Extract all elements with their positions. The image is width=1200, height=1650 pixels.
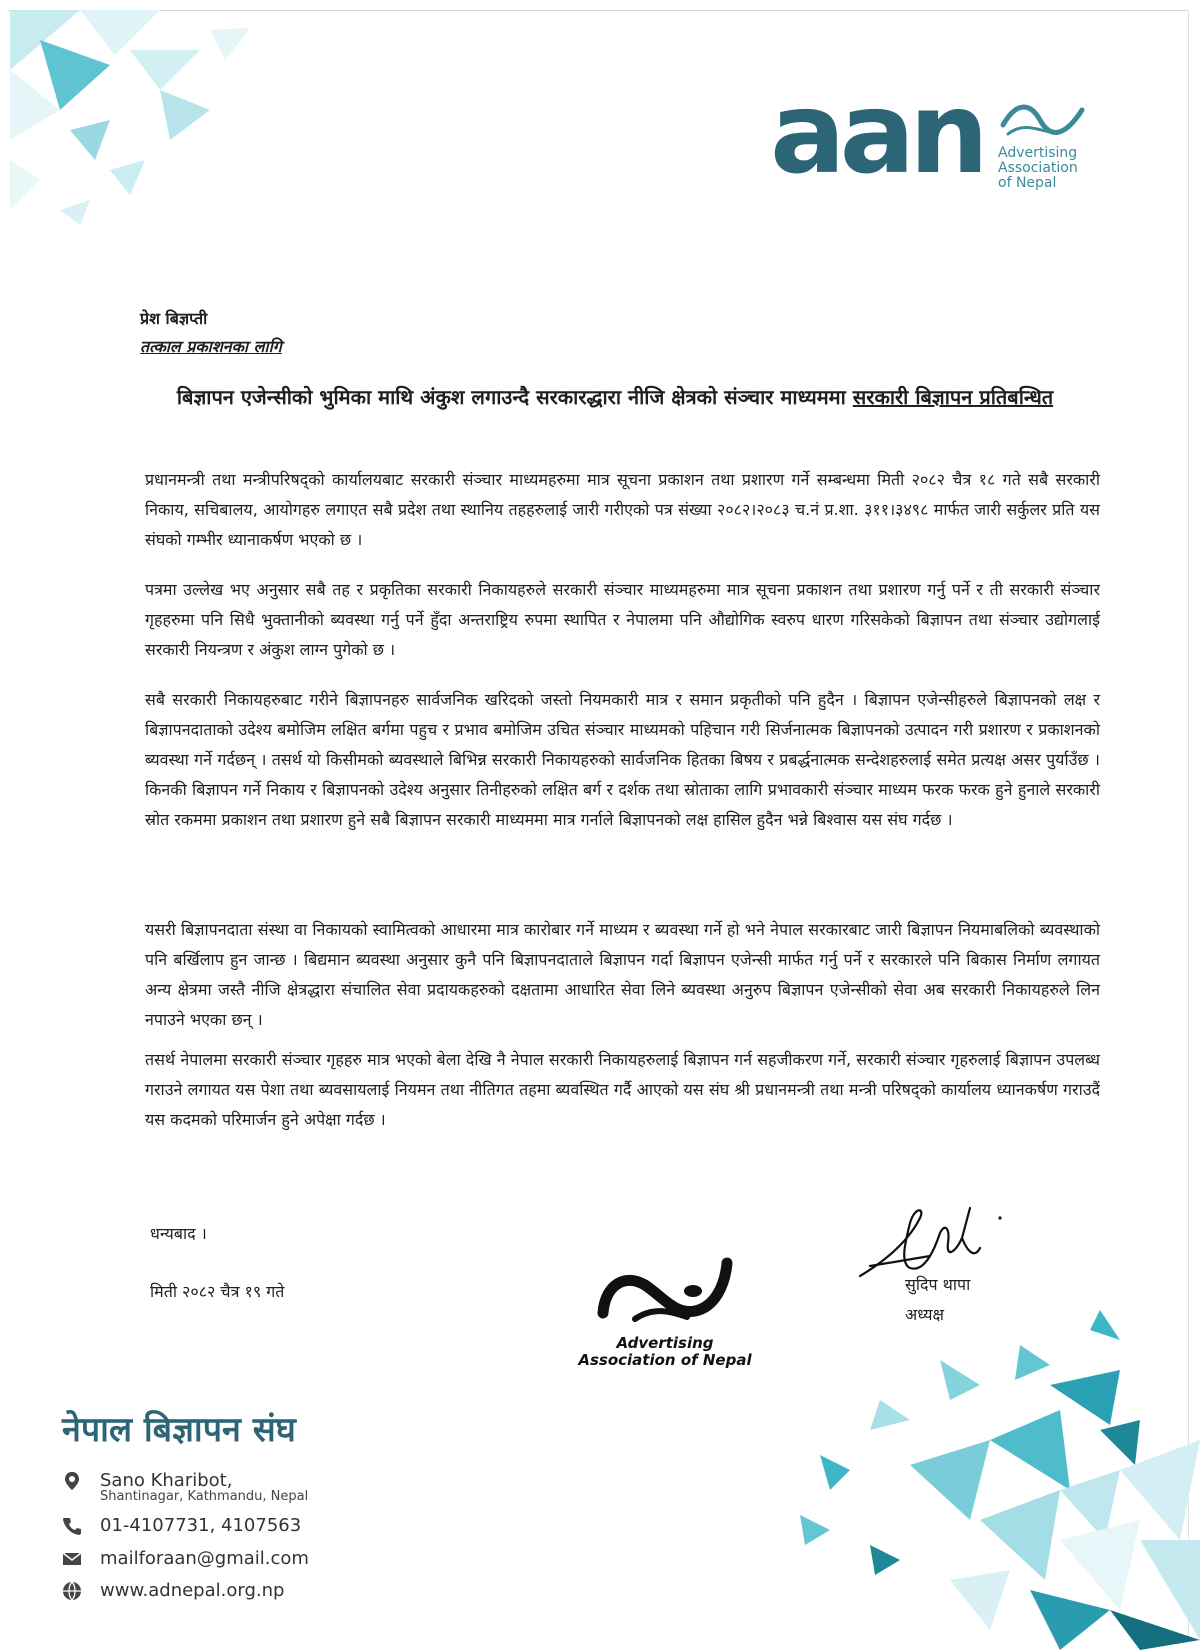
aan-logo — [770, 69, 1100, 199]
closing-thanks: धन्यबाद । — [150, 1224, 207, 1243]
footer-org-name: नेपाल बिज्ञापन संघ — [62, 1410, 296, 1450]
signer-name: सुदिप थापा — [905, 1275, 971, 1294]
email-address: mailforaan@gmail.com — [100, 1548, 309, 1569]
logo-text — [998, 146, 1078, 191]
paragraph-2: पत्रमा उल्लेख भए अनुसार सबै तह र प्रकृतिका सरकारी निकायहरुले सरकारी संञ्चार माध्यमहरुमा मात्र सूचना प्रकाशन तथा प्रशारण गर्नु पर्ने र ती सरकारी संञ्चार गृहहरुमा पनि सिधै भुक्तानीको ब्यवस्था गर्नु पर्ने हुँदा अन्तराष्ट्रिय रुपमा स्थापित र नेपालमा पनि औद्योगिक स्वरुप धारण गरिसकेको बिज्ञापन तथा संञ्चार उद्योगलाई सरकारी नियन्त्रण र अंकुश लाग्न पुगेको छ । — [145, 580, 1100, 659]
mail-icon — [62, 1549, 82, 1569]
seal-line-2: Association of Nepal — [578, 1351, 752, 1369]
footer-address — [62, 1470, 308, 1504]
phone-icon — [62, 1516, 82, 1536]
logo-line-3: of Nepal — [998, 175, 1057, 191]
globe-icon — [62, 1581, 82, 1601]
association-seal — [575, 1255, 755, 1385]
signer-role: अध्यक्ष — [905, 1305, 944, 1324]
seal-line-1: Advertising — [616, 1334, 714, 1352]
press-sublabel: तत्काल प्रकाशनका लागि — [140, 337, 282, 356]
footer-phone — [62, 1515, 301, 1536]
closing-date: मिती २०८२ चैत्र १९ गते — [150, 1282, 285, 1301]
paragraph-3: सबै सरकारी निकायहरुबाट गरीने बिज्ञापनहरु सार्वजनिक खरिदको जस्तो नियमकारी मात्र र समान प्रकृतीको पनि हुदैन । बिज्ञापन एजेन्सीहरुले बिज्ञापनको लक्ष र बिज्ञापनदाताको उदेश्य बमोजिम लक्षित बर्गमा पहुच र प्रभाव बमोजिम उचित संञ्चार माध्यमको पहिचान गरी सिर्जनात्मक बिज्ञापनको उत्पादन गरी प्रशारण र प्रकाशनको ब्यवस्था गर्ने गर्दछन् । तसर्थ यो किसीमको ब्यवस्थाले बिभिन्न सरकारी निकायहरुको सार्वजनिक हितका बिषय र प्रबर्द्धनात्मक सन्देशहरुलाई समेत प्रत्यक्ष असर पुर्याउँछ । किनकी बिज्ञापन गर्ने निकाय र बिज्ञापनको उदेश्य अनुसार तिनीहरुको लक्षित बर्ग र दर्शक तथा स्रोताका लागि प्रभावकारी संञ्चार माध्यम फरक फरक हुने हुनाले सरकारी स्रोत रकममा प्रकाशन तथा प्रशारण हुने सबै बिज्ञापन सरकारी माध्यममा मात्र गर्नाले बिज्ञापनको लक्ष हासिल हुदैन भन्ने बिश्वास यस संघ गर्दछ । — [145, 690, 1100, 829]
location-pin-icon — [62, 1471, 82, 1491]
website-url: www.adnepal.org.np — [100, 1580, 285, 1601]
title-part-2: सरकारी बिज्ञापन प्रतिबन्धित — [852, 385, 1054, 409]
seal-wave-icon — [575, 1255, 755, 1335]
press-heading — [140, 305, 282, 361]
address-line-2: Shantinagar, Kathmandu, Nepal — [100, 1489, 309, 1504]
footer-website — [62, 1580, 284, 1601]
decorative-triangles-bottom-right — [760, 1290, 1200, 1650]
logo-line-2: Association — [998, 160, 1078, 176]
logo-line-1: Advertising — [998, 145, 1078, 161]
phone-number: 01-4107731, 4107563 — [100, 1515, 302, 1536]
logo-wave-icon — [998, 100, 1088, 140]
paragraph-4: यसरी बिज्ञापनदाता संस्था वा निकायको स्वामित्वको आधारमा मात्र कारोबार गर्ने माध्यम र ब्यवस्था गर्ने हो भने नेपाल सरकारबाट जारी बिज्ञापन नियमाबलिको ब्यवस्थाको पनि बर्खिलाप हुन जान्छ । बिद्यमान ब्यवस्था अनुसार कुनै पनि बिज्ञापनदाताले बिज्ञापन गर्दा बिज्ञापन एजेन्सी मार्फत गर्नु पर्ने र सरकारले पनि बिकास निर्माण लगायत अन्य क्षेत्रमा जस्तै नीजि क्षेत्रद्धारा संचालित सेवा प्रदायकहरुको दक्षतामा आधारित सेवा लिने ब्यवस्था अनुरुप बिज्ञापन एजेन्सीको सेवा अब सरकारी निकायहरुले लिन नपाउने भएका छन् । — [145, 920, 1100, 1029]
paragraph-5: तसर्थ नेपालमा सरकारी संञ्चार गृहहरु मात्र भएको बेला देखि नै नेपाल सरकारी निकायहरुलाई बिज्ञापन गर्न सहजीकरण गर्ने, सरकारी संञ्चार गृहरुलाई बिज्ञापन उपलब्ध गराउने लगायत यस पेशा तथा ब्यवसायलाई नियमन तथा नीतिगत तहमा ब्यवस्थित गर्दै आएको यस संघ श्री प्रधानमन्त्री तथा मन्त्री परिषद्को कार्यालय ध्यानकर्षण गराउदैं यस कदमको परिमार्जन हुने अपेक्षा गर्दछ । — [145, 1050, 1100, 1129]
logo-mark: aan — [770, 69, 983, 199]
footer-email — [62, 1548, 309, 1569]
document-title — [150, 378, 1080, 416]
signer-block — [905, 1270, 970, 1330]
title-part-1: बिज्ञापन एजेन्सीको भुमिका माथि अंकुश लगाउन्दै सरकारद्धारा नीजि क्षेत्रको संञ्चार माध्यममा — [176, 385, 846, 409]
paragraph-1: प्रधानमन्त्री तथा मन्त्रीपरिषद्को कार्यालयबाट सरकारी संञ्चार माध्यमहरुमा मात्र सूचना प्रकाशन तथा प्रशारण गर्ने सम्बन्धमा मिती २०८२ चैत्र १८ गते सबै सरकारी निकाय, सचिबालय, आयोगहरु लगाएत सबै प्रदेश तथा स्थानिय तहहरुलाई जारी गरीएको पत्र संख्या २०८२।२०८३ च.नं प्र.शा. ३११।३४९८ मार्फत जारी सर्कुलर प्रति यस संघको गम्भीर ध्यानाकर्षण भएको छ । — [145, 470, 1100, 549]
press-label: प्रेश बिज्ञप्ती — [140, 309, 208, 328]
decorative-triangles-top-left — [10, 10, 270, 230]
address-line-1: Sano Kharibot, — [100, 1470, 233, 1491]
